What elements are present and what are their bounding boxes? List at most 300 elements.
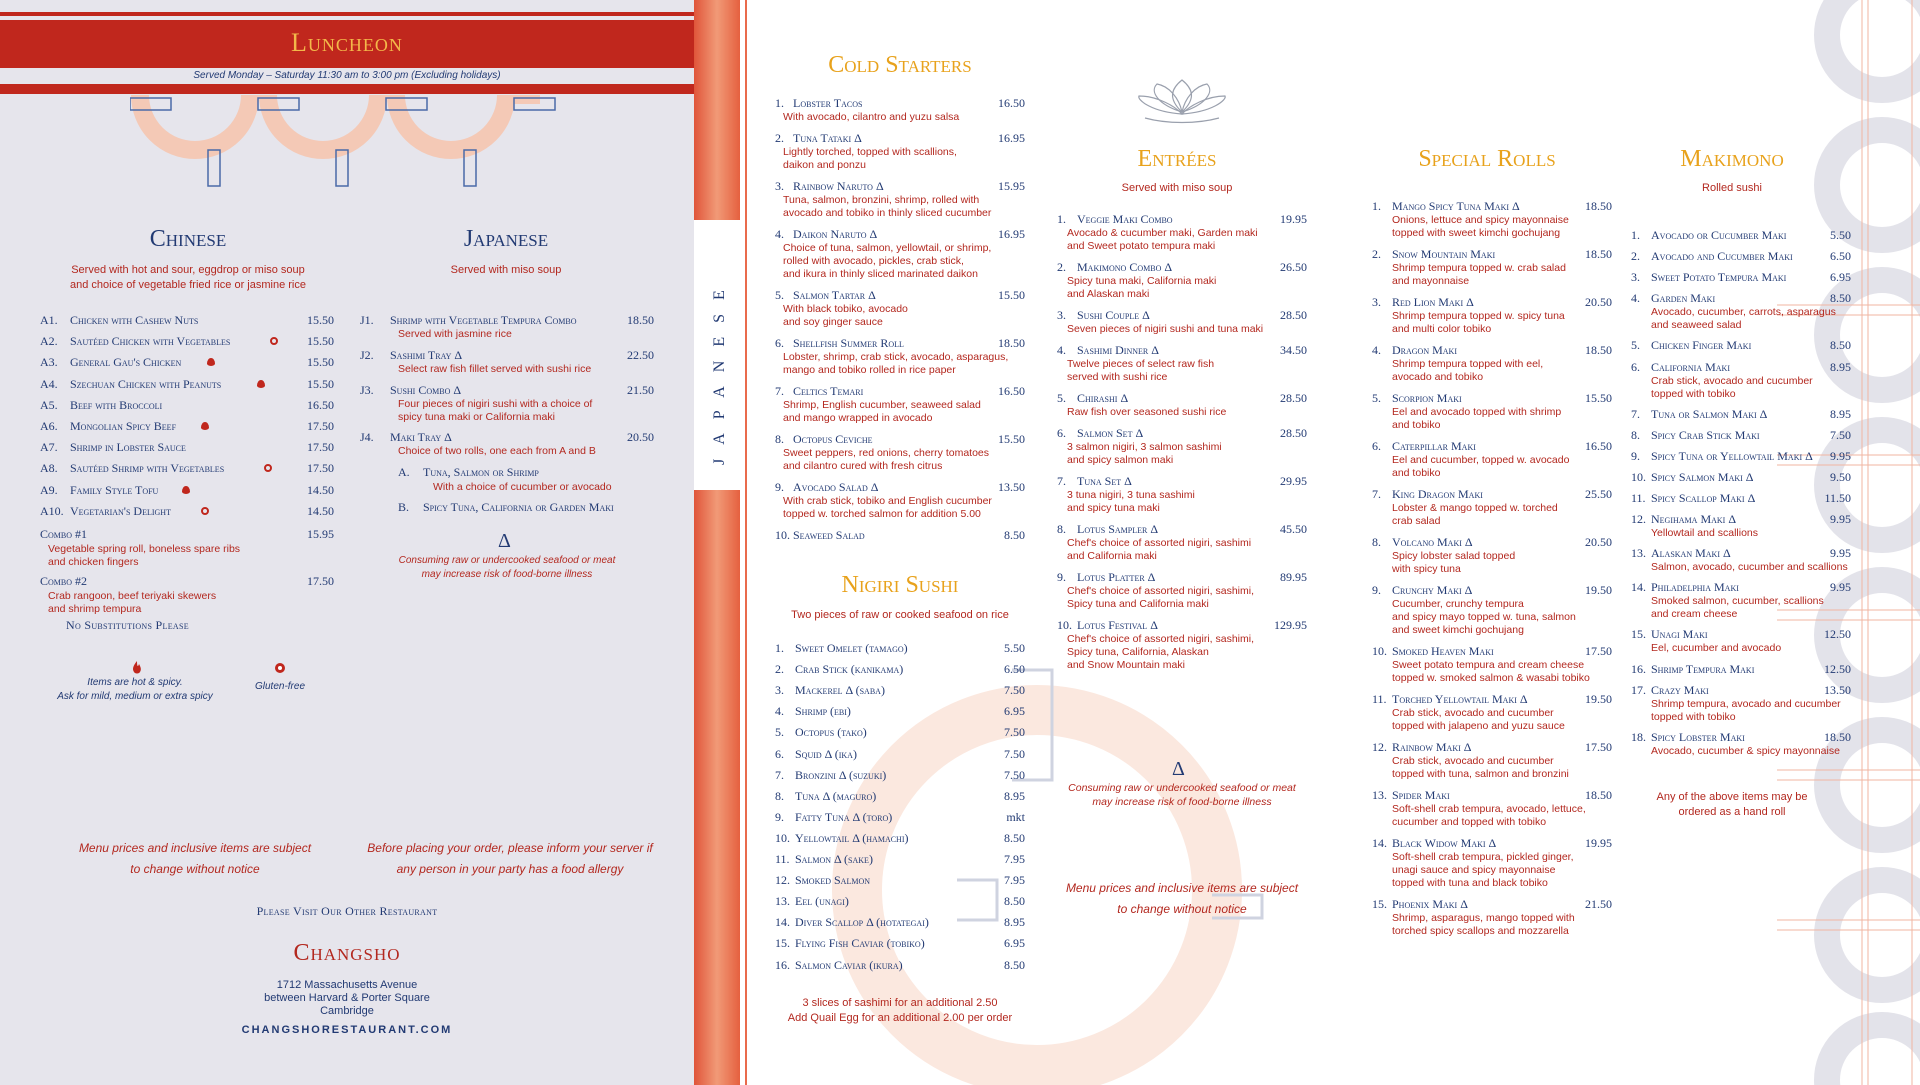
item-number: 4. [775,704,784,719]
item-name: Spicy Scallop Maki Δ [1651,491,1756,505]
item-name: Negihama Maki Δ [1651,512,1737,527]
item-price: 18.50 [1585,343,1612,357]
luncheon-title: Luncheon [291,28,403,57]
item-name: Shrimp (ebi) [795,704,851,719]
item-number: A9. [40,482,58,497]
item-description: Chef's choice of assorted nigiri, sashimi, [1067,585,1255,597]
item-number: 6. [1057,426,1066,440]
item-number: 15. [775,936,790,951]
item-description: Avocado & cucumber maki, Garden maki [1067,227,1258,239]
item-description: Choice of two rolls, one each from A and B [398,445,596,457]
item-name: Unagi Maki [1651,627,1708,642]
item-name: Tuna or Salmon Maki Δ [1651,406,1768,421]
item-number: 2. [775,131,784,145]
item-number: 5. [775,725,784,740]
item-price: 19.50 [1585,692,1612,706]
item-price: 6.95 [1004,704,1025,719]
item-description: and sweet kimchi gochujang [1392,624,1524,636]
lotus-icon [1139,80,1225,123]
item-number: 3. [775,179,784,193]
item-price: 8.50 [1830,338,1851,353]
item-description: Lobster & mango topped w. torched [1392,502,1558,514]
item-number: 4. [1057,343,1066,357]
item-description: mango and tobiko rolled in rice paper [783,364,956,376]
item-name: Crazy Maki [1651,682,1709,697]
item-description: Tuna, salmon, bronzini, shrimp, rolled with [783,194,980,206]
entrees-title: Entrées [1137,146,1217,172]
item-number: 1. [1057,212,1066,226]
item-price: 16.50 [998,384,1025,398]
item-name: Yellowtail Δ (hamachi) [795,830,909,845]
item-description: Smoked salmon, cucumber, scallions [1651,595,1824,608]
item-name: Chirashi Δ [1077,391,1129,405]
item-name: Celtics Temari [793,384,864,398]
item-description: topped with jalapeno and yuzu sauce [1392,720,1565,732]
item-price: 13.50 [1824,682,1851,697]
item-number: 13. [1631,546,1646,561]
combo-description: Crab rangoon, beef teriyaki skewers [48,590,217,602]
item-name: Volcano Maki Δ [1392,535,1473,549]
item-description: Raw fish over seasoned sushi rice [1067,406,1227,418]
item-number: 6. [1631,359,1640,374]
item-description: topped with tobiko [1651,710,1736,723]
item-number: 11. [1631,491,1646,505]
makimono-subtitle: Rolled sushi [1702,182,1762,194]
item-description: topped with tobiko [1651,387,1736,400]
item-description: and spicy tuna maki [1067,502,1160,514]
item-name: Tuna Tataki Δ [793,131,862,145]
item-description: avocado and tobiko in thinly sliced cucumber [783,207,992,219]
item-number: 2. [1057,260,1066,274]
combo-price: 15.95 [307,527,334,541]
item-number: 2. [1372,247,1381,261]
item-description: Soft-shell crab tempura, avocado, lettuce, [1392,803,1586,815]
item-description: and tobiko [1392,419,1441,431]
item-number: 1. [775,96,784,110]
item-price: 25.50 [1585,487,1612,501]
item-description: and spicy mayo topped w. tuna, salmon [1392,611,1576,623]
item-name: Sushi Combo Δ [390,383,462,397]
item-price: 18.50 [627,313,654,327]
item-description: Yellowtail and scallions [1651,527,1759,540]
item-price: 15.50 [998,288,1025,302]
nigiri-title: Nigiri Sushi [841,572,959,598]
item-number: 13. [1372,788,1387,802]
item-name: King Dragon Maki [1392,487,1483,501]
item-number: 18. [1631,729,1646,744]
item-description: Crab stick, avocado and cucumber [1392,755,1554,767]
item-number: 2. [775,662,784,677]
item-number: 3. [1057,308,1066,322]
item-description: Shrimp tempura topped w. crab salad [1392,262,1566,274]
item-price: 15.50 [307,334,334,349]
item-price: 18.50 [1585,788,1612,802]
item-name: Dragon Maki [1392,343,1457,357]
item-name: Octopus Ceviche [793,432,873,446]
item-price: 8.50 [1004,830,1025,845]
item-description: topped w. smoked salmon & wasabi tobiko [1392,672,1590,684]
item-description: Avocado, cucumber, carrots, asparagus [1651,306,1836,319]
item-description: topped w. torched salmon for addition 5.00 [783,508,981,520]
item-description: topped with tuna, salmon and bronzini [1392,768,1569,780]
item-name: Salmon Δ (sake) [795,852,873,866]
item-description: Seven pieces of nigiri sushi and tuna maki [1067,323,1264,335]
item-description: Shrimp tempura topped with eel, [1392,358,1544,370]
item-name: Rainbow Naruto Δ [793,179,884,193]
item-name: Lobster Tacos [793,96,863,110]
item-price: 8.50 [1830,291,1851,306]
luncheon-panel: Luncheon Served Monday – Saturday 11:30 am to 3:00 pm (Excluding holidays) Chinese Served with hot and sour, eggdrop or miso soup and choice of vegetable fried rice or jasmine rice A1. Chicken with Cashew Nuts 15.50 A2. Sautéed Chicken with Vegetables 15.50 A3. General Gau's Chicken 15.50 A4. Szechuan Chicken with Peanuts 15.50 A5. Beef with Broccoli 16.50 A6. Mongolian Spicy Beef 17.50 A7. Shrimp in Lobster Sauce 17.50 A8. Sautéed Shrimp with Vegetables 17.50 A9. Family Style Tofu 14.50 A10. Vegetarian's Delight 14.50 Combo #1 15.95 Vegetable spring roll, boneless spare ribs and chicken fingers Combo #2 17.50 Crab rangoon, beef teriyaki skewers and shrimp tempura No Substitutions Please Japanese Served with miso soup J1. Shrimp with Vegetable Tempura Combo 18.50 Served with jasmine rice J2. Sashimi Tray Δ 22.50 Select raw fish fillet served with sushi rice J3. Sushi Combo Δ 21.50 Four pieces of nigiri sushi with a choice of spicy tuna maki or California maki J4. Maki Tray Δ 20.50 Choice of two rolls, one each from A and B A. Tuna, Salmon or Shrimp With a choice of cucumber or avocado B. Spicy Tuna, California or Garden Maki Δ Consuming raw or undercooked seafood or meat may increase risk of food-borne illness Items are hot & spicy. Ask for mild, medium or extra spicy Gluten-free Menu prices and inclusive items are subject to change without notice Before placing your order, please inform your server if any person in your party has a food allergy Please Visit Our Other Restaurant Changsho 1712 Massachusetts Avenue between Harvard & Porter Square Cambridge CHANGSHORESTAURANT.COM [0,0,694,1085]
item-name: Maki Tray Δ [390,430,452,444]
combo-description: and shrimp tempura [48,603,142,615]
item-number: J2. [360,348,374,362]
spicy-legend: Items are hot & spicy. Ask for mild, medium or extra spicy [57,677,213,702]
item-number: 16. [775,957,790,972]
item-name: Chicken Finger Maki [1651,338,1752,353]
item-price: 21.50 [627,383,654,397]
item-price: 9.50 [1830,469,1851,484]
item-number: 11. [775,852,790,866]
item-description: With avocado, cilantro and yuzu salsa [783,111,960,123]
gluten-free-icon [274,662,286,674]
item-name: Shellfish Summer Roll [793,336,904,350]
item-number: 2. [1631,249,1640,264]
item-number: J1. [360,313,374,327]
item-name: Salmon Set Δ [1077,426,1144,440]
item-number: J3. [360,383,374,397]
item-number: 12. [775,873,790,888]
item-price: 17.50 [307,440,334,455]
item-name: Philadelphia Maki [1651,580,1739,595]
entrees-subtitle: Served with miso soup [1121,182,1233,194]
item-name: Daikon Naruto Δ [793,227,878,241]
item-price: 28.50 [1280,391,1307,405]
item-description: and spicy salmon maki [1067,454,1174,466]
item-price: 17.50 [307,461,334,476]
item-description: Eel, cucumber and avocado [1651,642,1782,655]
item-price: 19.95 [1280,212,1307,226]
item-price: 9.95 [1830,448,1851,463]
item-description: avocado and tobiko [1392,371,1484,383]
item-description: Salmon, avocado, cucumber and scallions [1651,561,1848,574]
spicy-icon [182,486,190,494]
item-description: topped with sweet kimchi gochujang [1392,227,1561,239]
item-name: Fatty Tuna Δ (toro) [795,809,893,824]
item-name: Flying Fish Caviar (tobiko) [795,936,925,951]
item-price: 15.95 [998,179,1025,193]
item-description: Shrimp, asparagus, mango topped with [1392,912,1575,924]
svg-text:JAPANESE: JAPANESE [711,276,728,465]
item-price: 20.50 [1585,535,1612,549]
item-price: 7.50 [1004,746,1025,761]
item-price: 6.95 [1004,936,1025,951]
item-number: 1. [1372,199,1381,213]
item-description: and mayonnaise [1392,275,1470,287]
item-number: 9. [1372,583,1381,597]
item-price: 17.50 [307,419,334,433]
item-price: 26.50 [1280,260,1307,274]
item-name: Salmon Caviar (ikura) [795,957,903,972]
item-price: 7.95 [1004,873,1025,888]
item-price: 8.95 [1004,788,1025,803]
item-name: Crab Stick (kanikama) [795,662,904,677]
item-number: 15. [1631,627,1646,642]
hand-roll-note: Any of the above items may be ordered as a hand roll [1656,791,1808,818]
item-number: 3. [1631,270,1640,285]
item-name: Mackerel Δ (saba) [795,683,885,698]
item-name: Shrimp with Vegetable Tempura Combo [390,313,577,327]
item-number: 1. [775,641,784,655]
item-description: Four pieces of nigiri sushi with a choice of [398,398,593,410]
item-name: Sweet Omelet (tamago) [795,641,908,655]
item-name: Avocado and Cucumber Maki [1651,249,1793,264]
item-number: 12. [1631,512,1646,527]
item-name: Bronzini Δ (suzuki) [795,767,887,782]
item-price: 19.95 [1585,836,1612,850]
spicy-icon [201,422,209,430]
item-number: 5. [1372,391,1381,405]
item-name: Sashimi Tray Δ [390,348,463,362]
item-name: Makimono Combo Δ [1077,260,1173,274]
item-name: Avocado or Cucumber Maki [1651,228,1787,242]
item-price: 16.50 [998,96,1025,110]
item-description: Crab stick, avocado and cucumber [1651,374,1813,387]
item-name: Sashimi Dinner Δ [1077,343,1159,357]
item-price: 6.95 [1830,270,1851,285]
item-price: 21.50 [1585,897,1612,911]
item-description: cucumber and topped with tobiko [1392,816,1547,828]
changsho-website-link[interactable]: CHANGSHORESTAURANT.COM [241,1024,453,1036]
item-description: Shrimp, English cucumber, seaweed salad [783,399,981,411]
item-description: and seaweed salad [1651,319,1742,332]
item-description: Spicy lobster salad topped [1392,550,1516,562]
item-number: 7. [1372,487,1381,501]
special-rolls-title: Special Rolls [1418,146,1556,172]
item-name: Sautéed Chicken with Vegetables [70,334,231,349]
allergy-notice: Before placing your order, please inform your server if any person in your party has a food allergy [367,841,653,876]
item-number: 14. [1372,836,1387,850]
item-description: Chef's choice of assorted nigiri, sashimi, [1067,633,1255,645]
item-number: 14. [775,915,790,930]
item-name: Szechuan Chicken with Peanuts [70,376,222,391]
item-description: Avocado, cucumber & spicy mayonnaise [1651,744,1840,757]
item-number: A6. [40,419,58,433]
item-price: 15.50 [307,313,334,327]
item-number: 7. [1631,406,1640,421]
item-name: Salmon Tartar Δ [793,288,876,302]
item-number: 5. [1631,338,1640,353]
item-number: 7. [775,767,784,782]
item-price: 28.50 [1280,426,1307,440]
item-name: Lotus Platter Δ [1077,570,1156,584]
item-name: Mango Spicy Tuna Maki Δ [1392,199,1520,213]
item-number: 4. [1372,343,1381,357]
item-price: 28.50 [1280,308,1307,322]
item-name: Tuna Set Δ [1077,474,1132,488]
item-name: Garden Maki [1651,291,1716,306]
item-number: 10. [1631,469,1646,484]
item-price: 7.50 [1004,767,1025,782]
item-price: 11.50 [1824,491,1851,505]
item-name: Sautéed Shrimp with Vegetables [70,461,225,476]
item-price: 12.50 [1824,661,1851,676]
item-name: Crunchy Maki Δ [1392,583,1473,597]
item-price: 89.95 [1280,570,1307,584]
item-number: 8. [1057,522,1066,536]
item-name: Alaskan Maki Δ [1651,546,1731,561]
item-description: and ikura in thinly sliced marinated daikon [783,268,978,280]
item-number: 17. [1631,682,1646,697]
header-stripe [0,12,694,16]
item-name: Spicy Lobster Maki [1651,729,1745,744]
item-number: 3. [1372,295,1381,309]
item-name: Smoked Salmon [795,873,871,888]
item-description: Twelve pieces of select raw fish [1067,358,1215,370]
item-number: A4. [40,376,58,391]
item-name: Caterpillar Maki [1392,439,1476,453]
item-price: 7.50 [1830,427,1851,442]
item-description: Shrimp tempura topped w. spicy tuna [1392,310,1565,322]
item-number: A3. [40,355,58,370]
item-number: 6. [775,746,784,761]
item-description: and Snow Mountain maki [1067,659,1185,671]
item-description: 3 tuna nigiri, 3 tuna sashimi [1067,489,1195,501]
japanese-menu-panel [747,0,1920,1085]
item-name: Rainbow Maki Δ [1392,740,1472,754]
entrees-price-notice: Menu prices and inclusive items are subject to change without notice [1065,881,1299,916]
item-number: 9. [775,480,784,494]
item-price: 22.50 [627,348,654,362]
item-description: Spicy tuna and California maki [1067,598,1209,610]
item-description: Cucumber, crunchy tempura [1392,598,1524,610]
item-price: 20.50 [627,430,654,444]
item-number: 6. [775,336,784,350]
header-stripe-lower [0,84,694,94]
item-price: 16.50 [1585,439,1612,453]
item-name: Eel (unagi) [795,894,849,909]
item-name: Spicy Tuna or Yellowtail Maki Δ [1651,448,1813,463]
item-name: Shrimp Tempura Maki [1651,661,1755,676]
item-price: 34.50 [1280,343,1307,357]
item-description: Choice of tuna, salmon, yellowtail, or shrimp, [783,242,992,254]
raw-delta-icon: Δ [498,530,511,552]
price-notice: Menu prices and inclusive items are subject to change without notice [78,841,312,876]
cold-starters-title: Cold Starters [828,52,972,78]
spicy-icon [207,358,215,366]
item-description: and California maki [1067,550,1157,562]
item-name: Sweet Potato Tempura Maki [1651,270,1787,285]
item-description: and multi color tobiko [1392,323,1492,335]
item-price: 15.50 [998,432,1025,446]
item-description: Lightly torched, topped with scallions, [783,146,957,158]
item-description: spicy tuna maki or California maki [398,411,555,423]
item-name: Octopus (tako) [795,725,867,740]
decorative-strip [694,0,740,1085]
item-number: A2. [40,334,58,349]
item-name: Red Lion Maki Δ [1392,295,1474,309]
item-name: Squid Δ (ika) [795,746,857,761]
combo-description: and chicken fingers [48,556,139,568]
item-price: 17.50 [1585,740,1612,754]
item-name: Black Widow Maki Δ [1392,836,1497,850]
item-number: 13. [775,894,790,909]
item-name: Spicy Salmon Maki Δ [1651,469,1754,484]
item-number: 6. [1372,439,1381,453]
item-name: Scorpion Maki [1392,391,1462,405]
item-description: topped with tuna and black tobiko [1392,877,1548,889]
chinese-title: Chinese [149,226,227,252]
item-number: 1. [1631,228,1640,242]
item-number: 10. [1372,644,1387,658]
changsho-address: 1712 Massachusetts Avenue between Harvard & Porter Square Cambridge [264,979,430,1017]
item-price: 12.50 [1824,627,1851,642]
item-number: 4. [775,227,784,241]
item-number: 9. [1057,570,1066,584]
item-description: Eel and cucumber, topped w. avocado [1392,454,1570,466]
item-number: 8. [775,788,784,803]
item-name: Lotus Festival Δ [1077,618,1158,632]
japanese-title: Japanese [463,226,549,252]
item-price: mkt [1006,809,1025,824]
item-number: 15. [1372,897,1387,911]
item-description: rolled with avocado, pickles, crab stick, [783,255,964,267]
item-name: Seaweed Salad [793,528,865,542]
item-price: 7.95 [1004,852,1025,866]
item-price: 15.50 [307,376,334,391]
item-number: 10. [775,830,790,845]
visit-other-restaurant: Please Visit Our Other Restaurant [256,904,438,918]
item-price: 8.50 [1004,957,1025,972]
item-description: and cream cheese [1651,608,1738,621]
item-price: 6.50 [1004,662,1025,677]
combo-name: Combo #1 [40,527,88,541]
item-description: and mango wrapped in avocado [783,412,933,424]
item-price: 45.50 [1280,522,1307,536]
item-name: Tuna Δ (maguro) [795,788,877,803]
spicy-icon [130,660,144,676]
changsho-name: Changsho [293,940,401,966]
item-description: with spicy tuna [1392,563,1461,575]
item-number: 4. [1631,291,1640,306]
item-number: A10. [40,503,64,518]
combo-description: Vegetable spring roll, boneless spare ribs [48,543,241,555]
item-number: A5. [40,397,58,412]
combo-name: Combo #2 [40,574,88,588]
item-description: and Alaskan maki [1067,288,1150,300]
item-number: A7. [40,440,58,455]
item-description: and cilantro cured with fresh citrus [783,460,943,472]
item-name: Smoked Heaven Maki [1392,644,1494,658]
japanese-subtitle: Served with miso soup [450,264,562,276]
item-name: Shrimp in Lobster Sauce [70,440,186,455]
gluten-free-legend: Gluten-free [254,681,306,692]
gluten-free-icon [201,507,209,515]
item-number: J4. [360,430,374,444]
item-number: 10. [1057,618,1072,632]
item-name: Phoenix Maki Δ [1392,897,1468,911]
item-name: Spider Maki [1392,788,1450,802]
item-price: 9.95 [1830,580,1851,595]
luncheon-subtitle: Served Monday – Saturday 11:30 am to 3:00 pm (Excluding holidays) [193,70,501,81]
japanese-raw-warning: Consuming raw or undercooked seafood or meat may increase risk of food-borne illness [398,555,616,580]
item-description: Sweet potato tempura and cream cheese [1392,659,1585,671]
item-price: 17.50 [1585,644,1612,658]
item-description: Soft-shell crab tempura, pickled ginger, [1392,851,1574,863]
item-name: General Gau's Chicken [70,355,182,370]
item-description: Spicy tuna, California, Alaskan [1067,646,1209,658]
item-price: 9.95 [1830,546,1851,561]
raw-delta-icon: Δ [1172,758,1185,780]
